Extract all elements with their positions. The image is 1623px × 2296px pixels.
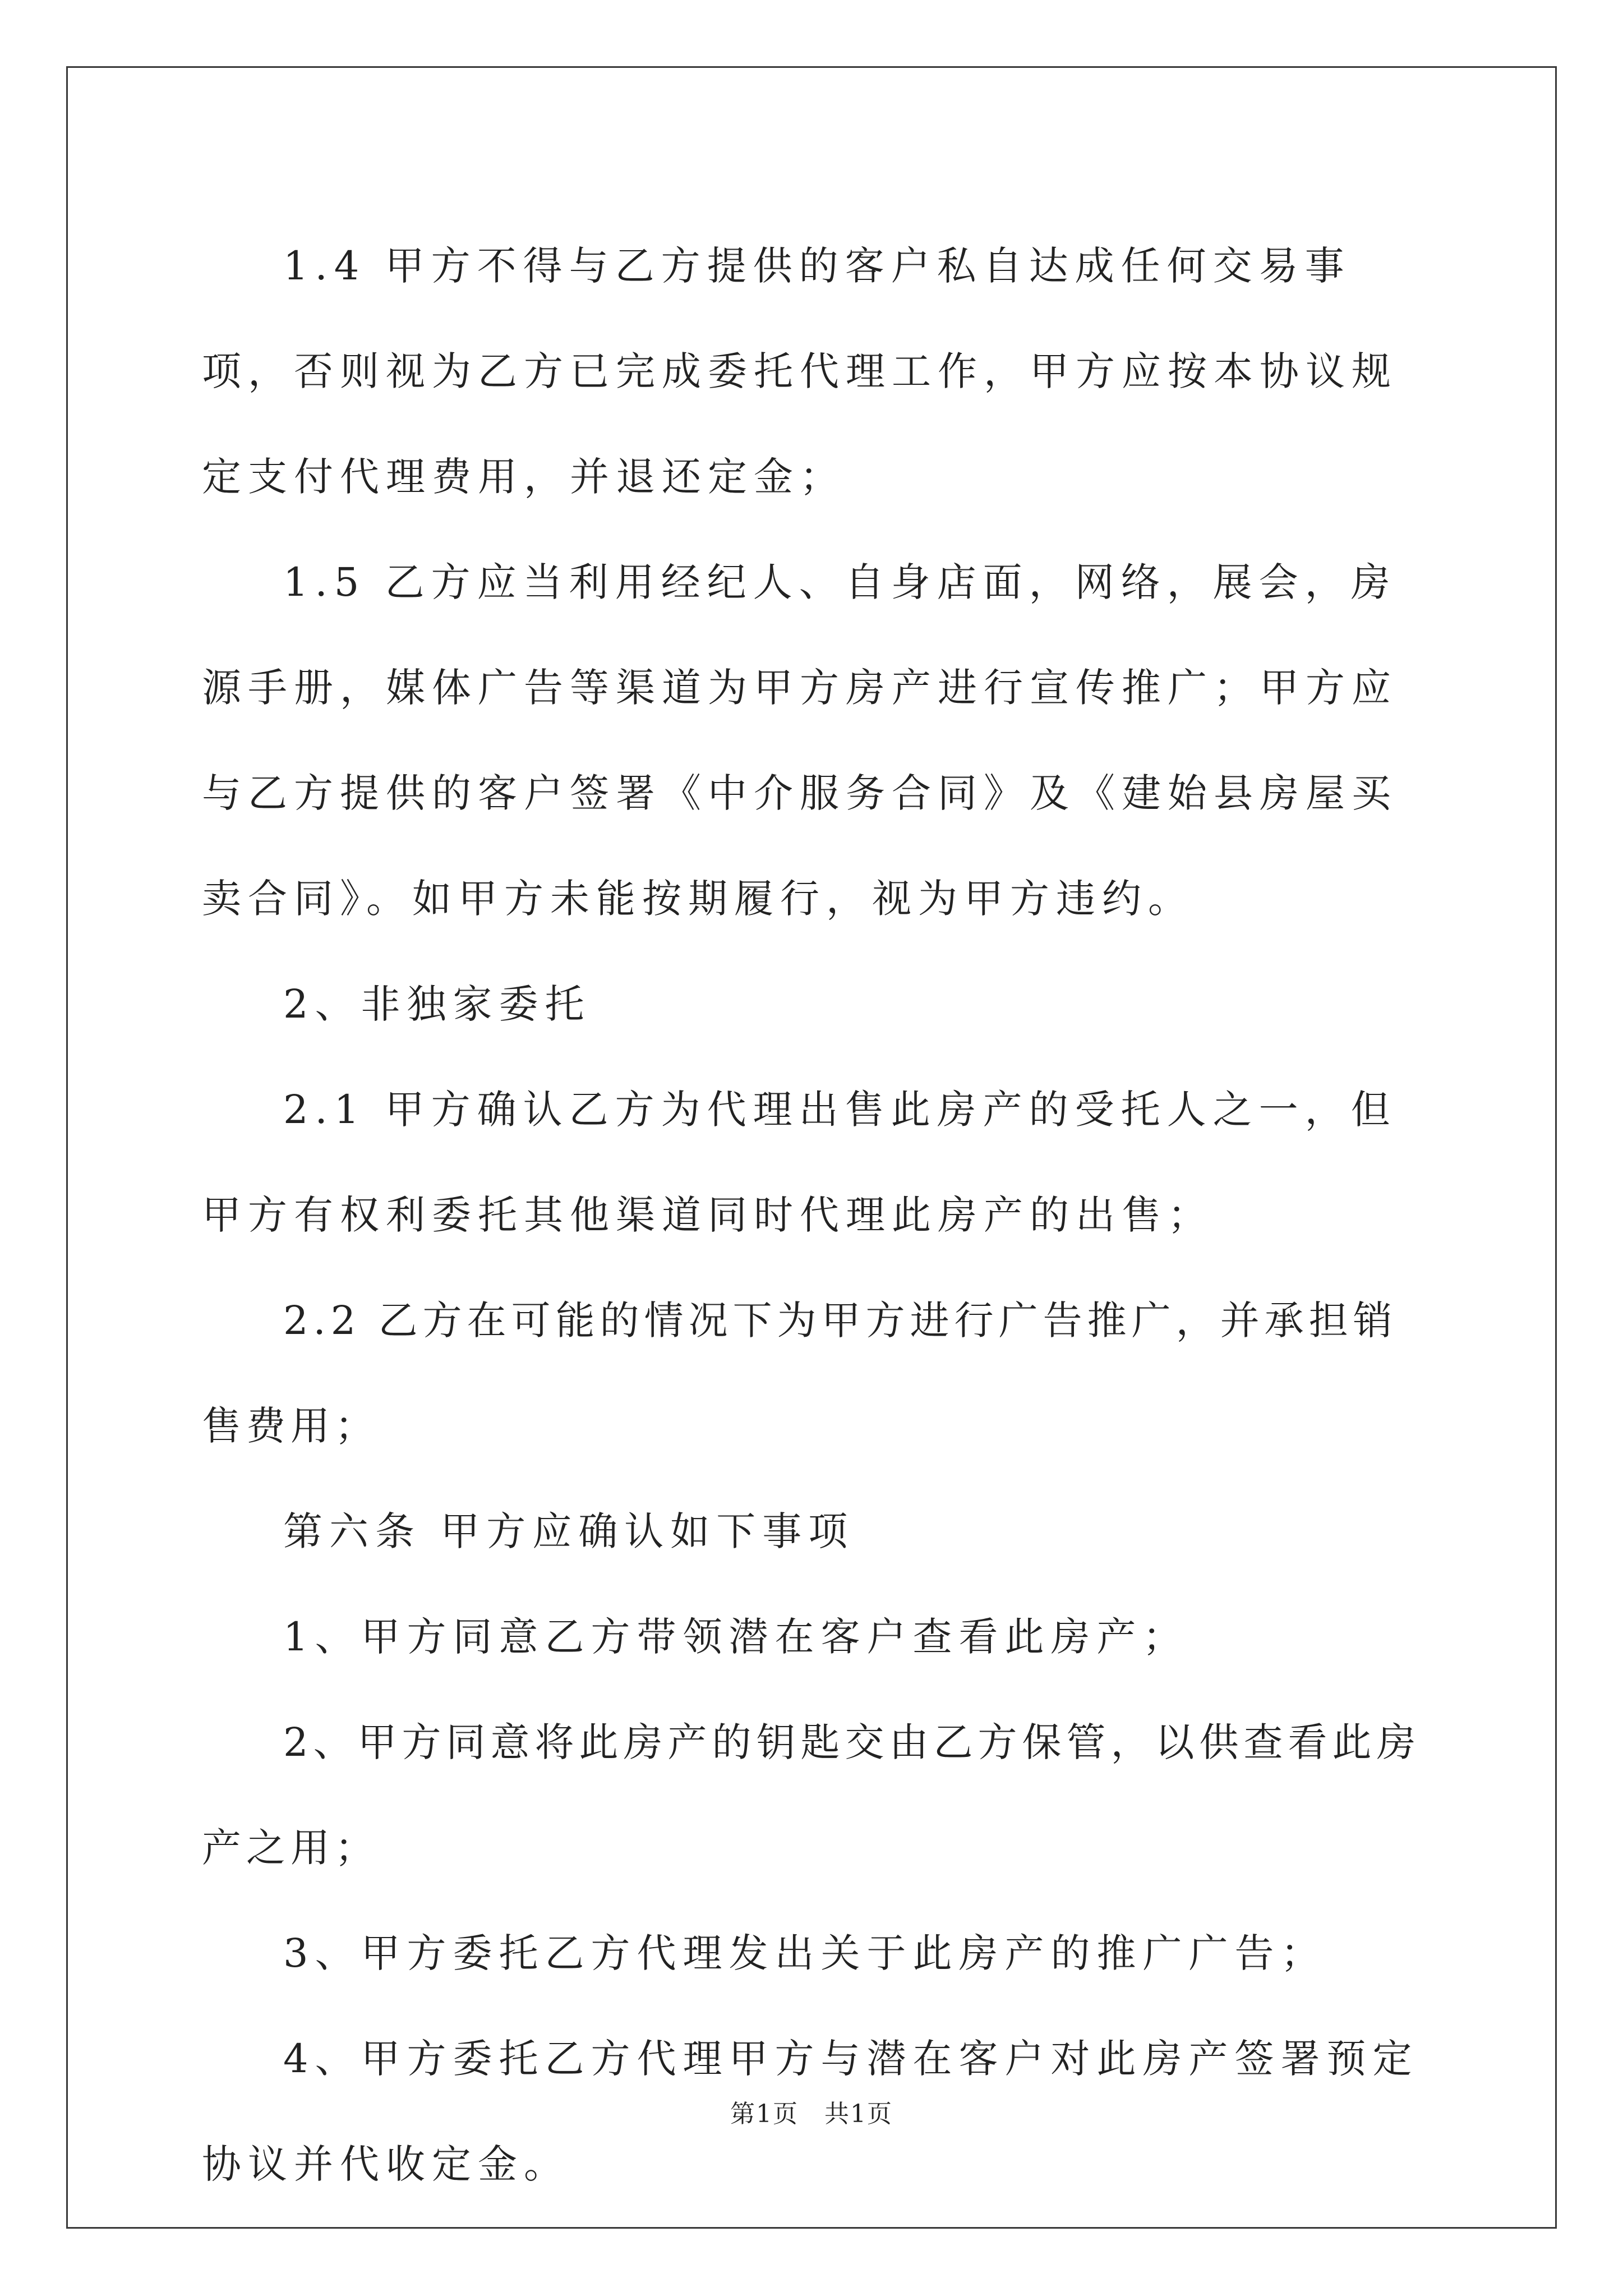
document-body xyxy=(202,213,1436,2217)
article-6-heading: 第六条 甲方应确认如下事项 xyxy=(283,1508,855,1554)
paragraph-1-5: 1.5 乙方应当利用经纪人、自身店面，网络，展会，房源手册，媒体广告等渠道为甲方房产进行宣传推广；甲方应与乙方提供的客户签署《中介服务合同》及《建始县房屋买卖合同》。如甲方未能按期履行，视为甲方违约。 xyxy=(202,559,1398,922)
article-6-item-2: 2、甲方同意将此房产的钥匙交由乙方保管，以供查看此房产之用； xyxy=(202,1719,1421,1871)
page-total: 共1页 xyxy=(824,2100,893,2128)
article-6-item-1: 1、甲方同意乙方带领潜在客户查看此房产； xyxy=(283,1614,1189,1660)
article-6-item-4: 4、甲方委托乙方代理甲方与潜在客户对此房产签署预定协议并代收定金。 xyxy=(202,2036,1419,2187)
page-number: 第1页 xyxy=(730,2100,799,2128)
paragraph-2-2: 2.2 乙方在可能的情况下为甲方进行广告推广，并承担销售费用； xyxy=(202,1297,1398,1449)
paragraph-1-4: 1.4 甲方不得与乙方提供的客户私自达成任何交易事项，否则视为乙方已完成委托代理工作，甲方应按本协议规定支付代理费用，并退还定金； xyxy=(202,243,1398,500)
paragraph-2-1: 2.1 甲方确认乙方为代理出售此房产的受托人之一，但甲方有权利委托其他渠道同时代理此房产的出售； xyxy=(202,1087,1397,1238)
page-footer xyxy=(0,2093,1623,2129)
paragraph-section-2-heading: 2、非独家委托 xyxy=(283,981,591,1027)
article-6-item-3: 3、甲方委托乙方代理发出关于此房产的推广广告； xyxy=(283,1930,1327,1976)
